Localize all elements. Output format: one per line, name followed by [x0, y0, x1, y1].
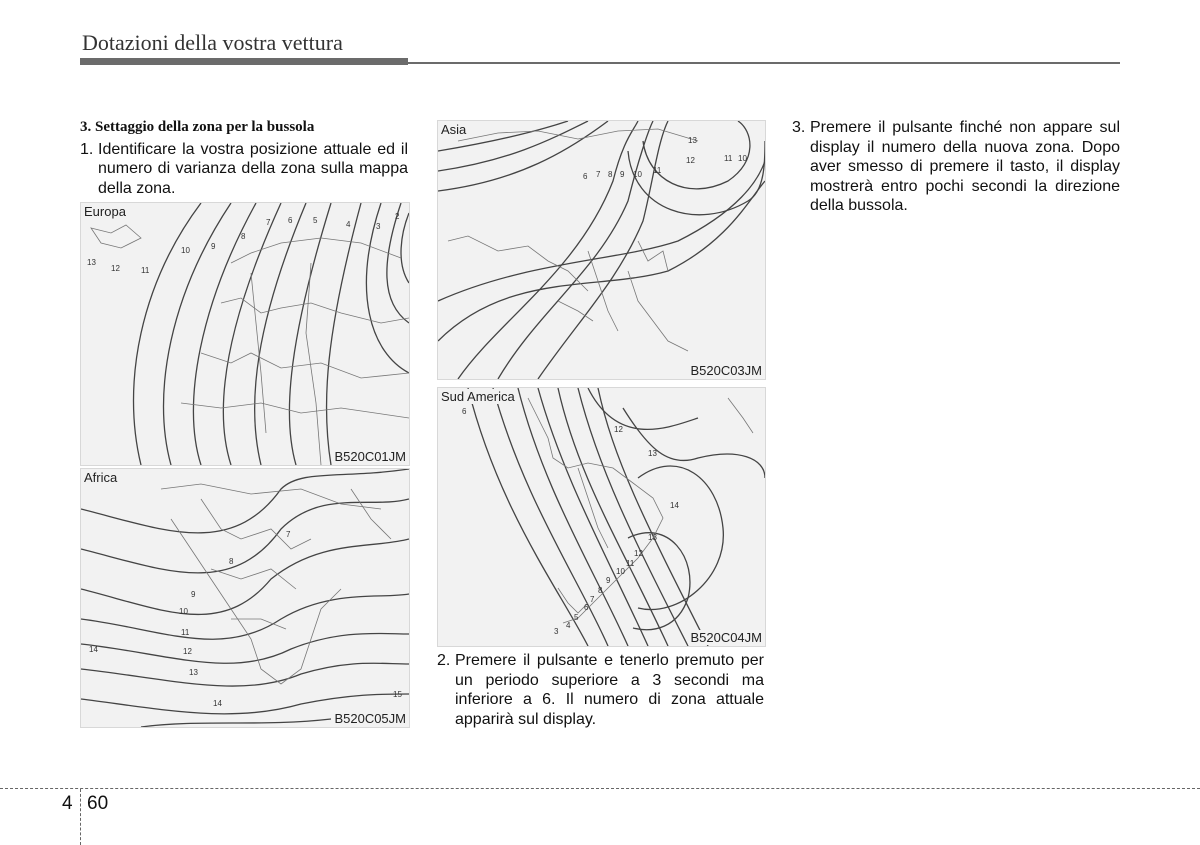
map-asia — [437, 120, 766, 380]
zone-label: 7 — [596, 170, 601, 179]
header-rule-thick — [80, 58, 408, 65]
zone-label: 9 — [620, 170, 625, 179]
zone-label: 13 — [189, 668, 198, 677]
footer-divider — [80, 789, 81, 845]
zone-label: 6 — [462, 407, 467, 416]
step-2 — [437, 651, 764, 729]
zone-label: 3 — [554, 627, 559, 636]
step-3 — [792, 118, 1120, 216]
zone-label: 12 — [111, 264, 120, 273]
zone-label: 9 — [606, 576, 611, 585]
figure-code: B520C05JM — [334, 711, 406, 726]
step-number: 3. — [792, 119, 806, 136]
zone-label: 11 — [181, 628, 190, 637]
column-right — [792, 118, 1120, 216]
zone-label: 10 — [633, 170, 642, 179]
zone-label: 10 — [738, 154, 747, 163]
zone-label: 15 — [393, 690, 402, 699]
map-label: Africa — [84, 470, 118, 485]
column-middle — [437, 651, 764, 729]
page-header-title: Dotazioni della vostra vettura — [82, 30, 343, 55]
column-left — [80, 118, 408, 198]
footer-rule — [0, 788, 1200, 789]
zone-label: 13 — [688, 136, 697, 145]
zone-label: 8 — [598, 586, 603, 595]
zone-label: 11 — [653, 166, 662, 175]
zone-label: 10 — [616, 567, 625, 576]
zone-label: 11 — [724, 154, 733, 163]
map-label: Europa — [84, 204, 126, 219]
step-1 — [80, 140, 408, 199]
zone-label: 12 — [634, 549, 643, 558]
zone-label: 14 — [213, 699, 222, 708]
zone-label: 4 — [566, 621, 571, 630]
zone-label: 6 — [584, 603, 589, 612]
map-label: Sud America — [441, 389, 515, 404]
figure-code: B520C03JM — [690, 363, 762, 378]
figure-code: B520C01JM — [334, 449, 406, 464]
zone-label: 7 — [590, 595, 595, 604]
zone-label: 7 — [266, 218, 271, 227]
zone-label: 4 — [346, 220, 351, 229]
zone-label: 6 — [288, 216, 293, 225]
zone-label: 8 — [241, 232, 246, 241]
map-africa-drawing — [81, 469, 409, 727]
chapter-number: 4 — [62, 793, 73, 814]
zone-label: 12 — [614, 425, 623, 434]
zone-label: 11 — [141, 266, 150, 275]
zone-label: 6 — [583, 172, 588, 181]
step-number: 1. — [80, 140, 94, 158]
zone-label: 13 — [648, 449, 657, 458]
header-rule-thin — [408, 62, 1120, 64]
step-text: Identificare la vostra posizione attuale ed il numero di varianza della zona sulla mappa della zona. — [98, 140, 408, 197]
map-europe — [80, 202, 410, 466]
zone-label: 13 — [87, 258, 96, 267]
map-south-america — [437, 387, 766, 647]
map-label: Asia — [441, 122, 467, 137]
step-text: Premere il pulsante e tenerlo premuto per un periodo superiore a 3 secondi ma inferiore a 6. Il numero di zona attuale apparirà sul display. — [455, 652, 764, 728]
map-asia-drawing — [438, 121, 765, 379]
zone-label: 3 — [376, 222, 381, 231]
page-number: 60 — [87, 793, 109, 814]
zone-label: 12 — [183, 647, 192, 656]
map-south-america-drawing — [438, 388, 765, 646]
zone-label: 7 — [286, 530, 291, 539]
map-africa — [80, 468, 410, 728]
zone-label: 8 — [229, 557, 234, 566]
step-text: Premere il pulsante finché non appare sul display il numero della nuova zona. Dopo aver smesso di premere il tasto, il display mostrerà entro pochi secondi la direzione della bussola. — [810, 119, 1120, 214]
zone-label: 9 — [211, 242, 216, 251]
zone-label: 11 — [626, 559, 635, 568]
zone-label: 2 — [395, 212, 400, 221]
zone-label: 5 — [574, 613, 579, 622]
step-number: 2. — [437, 652, 451, 669]
zone-label: 14 — [89, 645, 98, 654]
section-heading: 3. Settaggio della zona per la bussola — [80, 119, 315, 135]
zone-label: 9 — [191, 590, 196, 599]
zone-label: 10 — [179, 607, 188, 616]
figure-code: B520C04JM — [690, 630, 762, 645]
zone-label: 5 — [313, 216, 318, 225]
zone-label: 13 — [648, 533, 657, 542]
zone-label: 14 — [670, 501, 679, 510]
map-europe-drawing — [81, 203, 409, 465]
zone-label: 12 — [686, 156, 695, 165]
zone-label: 8 — [608, 170, 613, 179]
zone-label: 10 — [181, 246, 190, 255]
